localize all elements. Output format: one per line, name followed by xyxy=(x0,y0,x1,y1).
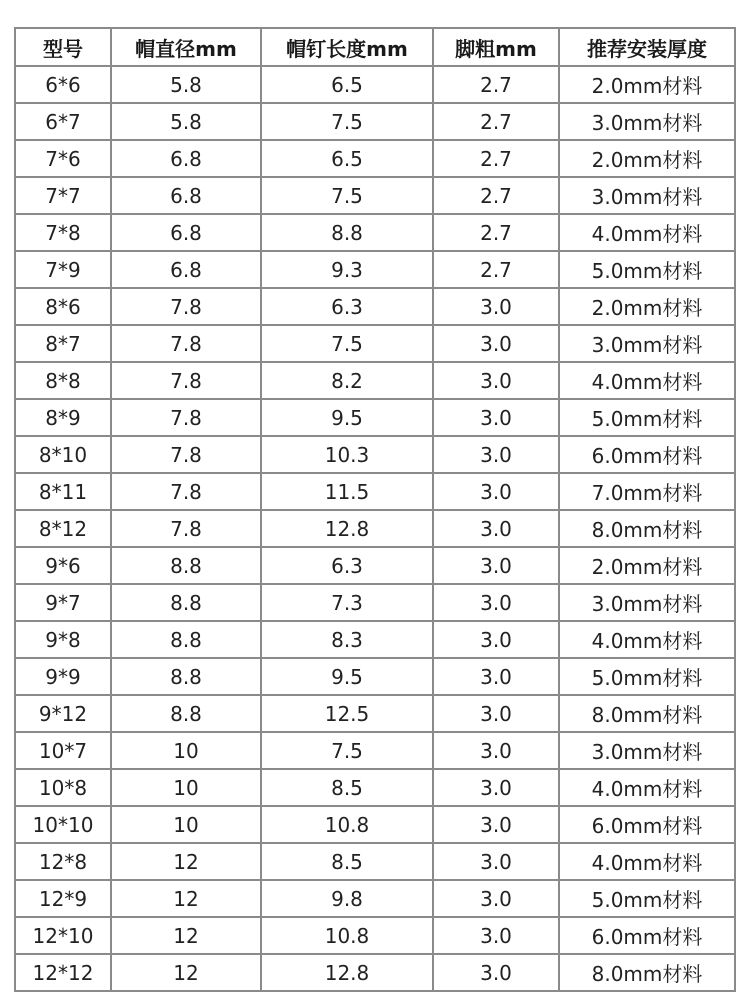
cell-leg-thickness: 3.0 xyxy=(433,584,559,621)
cell-model: 9*8 xyxy=(15,621,111,658)
cell-cap-diameter: 7.8 xyxy=(111,362,261,399)
table-row xyxy=(15,103,735,140)
cell-rivet-length: 6.5 xyxy=(261,66,433,103)
cell-recommended-thickness: 3.0mm材料 xyxy=(559,584,735,621)
cell-rivet-length: 12.8 xyxy=(261,510,433,547)
cell-model: 8*7 xyxy=(15,325,111,362)
cell-model: 8*12 xyxy=(15,510,111,547)
cell-leg-thickness: 3.0 xyxy=(433,473,559,510)
cell-recommended-thickness: 2.0mm材料 xyxy=(559,140,735,177)
cell-recommended-thickness: 6.0mm材料 xyxy=(559,917,735,954)
table-row xyxy=(15,214,735,251)
cell-leg-thickness: 3.0 xyxy=(433,732,559,769)
header-model: 型号 xyxy=(15,28,111,66)
table-row xyxy=(15,769,735,806)
cell-model: 12*8 xyxy=(15,843,111,880)
cell-model: 12*9 xyxy=(15,880,111,917)
cell-leg-thickness: 2.7 xyxy=(433,103,559,140)
table-row xyxy=(15,880,735,917)
cell-model: 9*9 xyxy=(15,658,111,695)
cell-rivet-length: 8.5 xyxy=(261,769,433,806)
cell-rivet-length: 8.3 xyxy=(261,621,433,658)
cell-cap-diameter: 7.8 xyxy=(111,473,261,510)
cell-cap-diameter: 12 xyxy=(111,843,261,880)
cell-leg-thickness: 3.0 xyxy=(433,399,559,436)
cell-rivet-length: 7.5 xyxy=(261,177,433,214)
cell-rivet-length: 7.5 xyxy=(261,732,433,769)
cell-cap-diameter: 5.8 xyxy=(111,103,261,140)
table-row xyxy=(15,251,735,288)
cell-cap-diameter: 5.8 xyxy=(111,66,261,103)
cell-model: 8*6 xyxy=(15,288,111,325)
cell-model: 6*7 xyxy=(15,103,111,140)
cell-model: 9*12 xyxy=(15,695,111,732)
cell-cap-diameter: 8.8 xyxy=(111,584,261,621)
cell-recommended-thickness: 2.0mm材料 xyxy=(559,66,735,103)
cell-cap-diameter: 7.8 xyxy=(111,436,261,473)
cell-recommended-thickness: 2.0mm材料 xyxy=(559,288,735,325)
header-leg-thickness: 脚粗mm xyxy=(433,28,559,66)
cell-leg-thickness: 3.0 xyxy=(433,769,559,806)
cell-cap-diameter: 8.8 xyxy=(111,621,261,658)
cell-recommended-thickness: 8.0mm材料 xyxy=(559,510,735,547)
cell-rivet-length: 10.8 xyxy=(261,917,433,954)
cell-leg-thickness: 2.7 xyxy=(433,214,559,251)
cell-model: 9*6 xyxy=(15,547,111,584)
cell-model: 8*10 xyxy=(15,436,111,473)
cell-cap-diameter: 8.8 xyxy=(111,547,261,584)
cell-cap-diameter: 12 xyxy=(111,917,261,954)
cell-rivet-length: 11.5 xyxy=(261,473,433,510)
cell-leg-thickness: 3.0 xyxy=(433,843,559,880)
table-row xyxy=(15,362,735,399)
cell-leg-thickness: 3.0 xyxy=(433,954,559,991)
cell-model: 12*10 xyxy=(15,917,111,954)
cell-rivet-length: 8.2 xyxy=(261,362,433,399)
cell-cap-diameter: 10 xyxy=(111,806,261,843)
cell-leg-thickness: 3.0 xyxy=(433,621,559,658)
table-row xyxy=(15,473,735,510)
cell-leg-thickness: 2.7 xyxy=(433,66,559,103)
cell-cap-diameter: 12 xyxy=(111,880,261,917)
table-row xyxy=(15,584,735,621)
cell-model: 10*8 xyxy=(15,769,111,806)
cell-cap-diameter: 7.8 xyxy=(111,325,261,362)
cell-rivet-length: 9.5 xyxy=(261,658,433,695)
cell-recommended-thickness: 8.0mm材料 xyxy=(559,954,735,991)
cell-cap-diameter: 12 xyxy=(111,954,261,991)
header-row xyxy=(15,28,735,66)
table-body xyxy=(15,66,735,991)
cell-recommended-thickness: 4.0mm材料 xyxy=(559,621,735,658)
cell-leg-thickness: 3.0 xyxy=(433,658,559,695)
table-row xyxy=(15,399,735,436)
cell-leg-thickness: 3.0 xyxy=(433,880,559,917)
cell-rivet-length: 10.8 xyxy=(261,806,433,843)
cell-leg-thickness: 3.0 xyxy=(433,325,559,362)
cell-rivet-length: 6.3 xyxy=(261,547,433,584)
cell-recommended-thickness: 5.0mm材料 xyxy=(559,880,735,917)
cell-leg-thickness: 2.7 xyxy=(433,140,559,177)
cell-cap-diameter: 6.8 xyxy=(111,214,261,251)
cell-model: 7*8 xyxy=(15,214,111,251)
cell-recommended-thickness: 6.0mm材料 xyxy=(559,806,735,843)
cell-recommended-thickness: 3.0mm材料 xyxy=(559,732,735,769)
cell-model: 10*7 xyxy=(15,732,111,769)
cell-recommended-thickness: 7.0mm材料 xyxy=(559,473,735,510)
table-row xyxy=(15,806,735,843)
cell-cap-diameter: 6.8 xyxy=(111,251,261,288)
cell-leg-thickness: 2.7 xyxy=(433,251,559,288)
cell-rivet-length: 6.5 xyxy=(261,140,433,177)
cell-recommended-thickness: 3.0mm材料 xyxy=(559,325,735,362)
cell-model: 8*8 xyxy=(15,362,111,399)
table-row xyxy=(15,658,735,695)
table-row xyxy=(15,288,735,325)
table-row xyxy=(15,325,735,362)
cell-cap-diameter: 6.8 xyxy=(111,177,261,214)
table-row xyxy=(15,917,735,954)
cell-model: 8*11 xyxy=(15,473,111,510)
cell-recommended-thickness: 8.0mm材料 xyxy=(559,695,735,732)
cell-model: 7*6 xyxy=(15,140,111,177)
cell-model: 9*7 xyxy=(15,584,111,621)
cell-rivet-length: 6.3 xyxy=(261,288,433,325)
table-row xyxy=(15,954,735,991)
cell-cap-diameter: 7.8 xyxy=(111,399,261,436)
cell-recommended-thickness: 4.0mm材料 xyxy=(559,362,735,399)
cell-rivet-length: 8.8 xyxy=(261,214,433,251)
cell-leg-thickness: 3.0 xyxy=(433,436,559,473)
cell-cap-diameter: 8.8 xyxy=(111,695,261,732)
table-row xyxy=(15,66,735,103)
cell-model: 12*12 xyxy=(15,954,111,991)
cell-cap-diameter: 7.8 xyxy=(111,288,261,325)
cell-recommended-thickness: 2.0mm材料 xyxy=(559,547,735,584)
cell-leg-thickness: 2.7 xyxy=(433,177,559,214)
table-row xyxy=(15,510,735,547)
cell-cap-diameter: 7.8 xyxy=(111,510,261,547)
cell-recommended-thickness: 6.0mm材料 xyxy=(559,436,735,473)
table-row xyxy=(15,621,735,658)
cell-rivet-length: 8.5 xyxy=(261,843,433,880)
cell-leg-thickness: 3.0 xyxy=(433,362,559,399)
table-header xyxy=(15,28,735,66)
cell-cap-diameter: 10 xyxy=(111,769,261,806)
cell-recommended-thickness: 4.0mm材料 xyxy=(559,214,735,251)
cell-model: 8*9 xyxy=(15,399,111,436)
cell-leg-thickness: 3.0 xyxy=(433,806,559,843)
table-row xyxy=(15,177,735,214)
cell-recommended-thickness: 4.0mm材料 xyxy=(559,843,735,880)
cell-recommended-thickness: 5.0mm材料 xyxy=(559,251,735,288)
cell-recommended-thickness: 5.0mm材料 xyxy=(559,399,735,436)
table-row xyxy=(15,547,735,584)
cell-leg-thickness: 3.0 xyxy=(433,547,559,584)
cell-rivet-length: 9.8 xyxy=(261,880,433,917)
table-row xyxy=(15,732,735,769)
cell-rivet-length: 7.3 xyxy=(261,584,433,621)
cell-leg-thickness: 3.0 xyxy=(433,917,559,954)
table-row xyxy=(15,843,735,880)
header-rivet-length: 帽钉长度mm xyxy=(261,28,433,66)
cell-recommended-thickness: 3.0mm材料 xyxy=(559,103,735,140)
cell-cap-diameter: 8.8 xyxy=(111,658,261,695)
cell-rivet-length: 9.5 xyxy=(261,399,433,436)
cell-leg-thickness: 3.0 xyxy=(433,288,559,325)
cell-recommended-thickness: 3.0mm材料 xyxy=(559,177,735,214)
rivet-spec-table xyxy=(14,27,736,992)
cell-cap-diameter: 10 xyxy=(111,732,261,769)
table-row xyxy=(15,436,735,473)
cell-rivet-length: 7.5 xyxy=(261,103,433,140)
header-recommended-thickness: 推荐安装厚度 xyxy=(559,28,735,66)
table-row xyxy=(15,140,735,177)
cell-cap-diameter: 6.8 xyxy=(111,140,261,177)
cell-rivet-length: 10.3 xyxy=(261,436,433,473)
cell-model: 10*10 xyxy=(15,806,111,843)
cell-recommended-thickness: 4.0mm材料 xyxy=(559,769,735,806)
table-row xyxy=(15,695,735,732)
cell-rivet-length: 9.3 xyxy=(261,251,433,288)
cell-model: 7*9 xyxy=(15,251,111,288)
cell-leg-thickness: 3.0 xyxy=(433,510,559,547)
cell-rivet-length: 12.5 xyxy=(261,695,433,732)
cell-leg-thickness: 3.0 xyxy=(433,695,559,732)
cell-model: 7*7 xyxy=(15,177,111,214)
cell-recommended-thickness: 5.0mm材料 xyxy=(559,658,735,695)
cell-rivet-length: 7.5 xyxy=(261,325,433,362)
header-cap-diameter: 帽直径mm xyxy=(111,28,261,66)
cell-rivet-length: 12.8 xyxy=(261,954,433,991)
cell-model: 6*6 xyxy=(15,66,111,103)
